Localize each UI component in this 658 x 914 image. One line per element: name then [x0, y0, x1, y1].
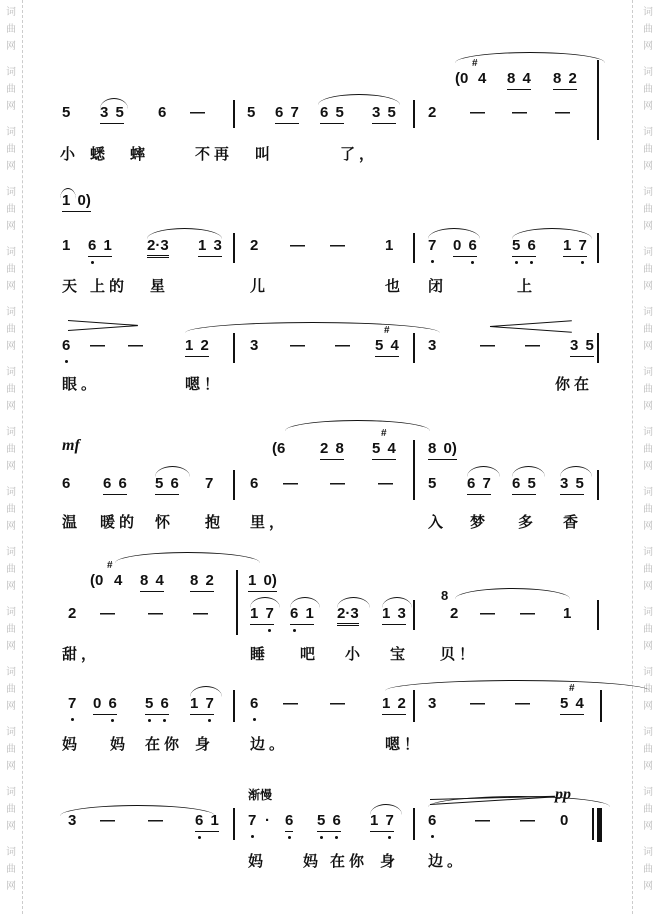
accompaniment-note: (0 — [455, 70, 469, 87]
melody-note: 1 3 — [198, 237, 222, 257]
watermark-char: 词 — [6, 547, 16, 558]
watermark-char: 词 — [6, 607, 16, 618]
watermark-char: 网 — [643, 341, 653, 352]
melody-note: — — [330, 475, 345, 492]
lyric-syllable: 小 — [60, 145, 80, 163]
slur — [250, 597, 280, 608]
lyric-syllable: 星 — [150, 277, 170, 295]
accompaniment-note: 1 0) — [248, 572, 277, 592]
watermark-char: 网 — [643, 461, 653, 472]
bar-line — [233, 333, 235, 363]
bar-line — [236, 570, 238, 635]
bar-line — [597, 470, 599, 500]
melody-note: — — [470, 104, 485, 121]
melody-note: 5 6 — [155, 475, 179, 495]
melody-note: — — [100, 812, 115, 829]
slur — [467, 466, 500, 477]
lyric-syllable: 天 — [62, 277, 82, 295]
watermark-char: 曲 — [643, 384, 653, 395]
melody-note: 1 — [563, 605, 572, 622]
watermark-char: 曲 — [643, 564, 653, 575]
melody-note: — — [475, 812, 490, 829]
watermark-char: 曲 — [643, 624, 653, 635]
bar-line — [413, 600, 415, 630]
slur — [337, 597, 370, 608]
slur — [100, 98, 128, 109]
melody-note: — — [480, 605, 495, 622]
melody-note: 6 — [250, 475, 259, 492]
watermark-char: 网 — [643, 401, 653, 412]
melody-note: — — [512, 104, 527, 121]
slur — [385, 680, 650, 691]
melody-note: — — [335, 337, 350, 354]
watermark-char: 网 — [6, 341, 16, 352]
bar-line — [233, 470, 235, 500]
melody-note: 6 7 — [467, 475, 491, 495]
melody-note: · — [265, 812, 270, 829]
watermark-char: 网 — [6, 161, 16, 172]
watermark-char: 曲 — [6, 564, 16, 575]
watermark-char: 词 — [6, 187, 16, 198]
melody-note: 1 7 — [370, 812, 394, 832]
bar-line — [233, 100, 235, 128]
melody-note: 2 — [250, 237, 259, 254]
melody-note: — — [378, 475, 393, 492]
slur — [60, 188, 76, 199]
accompaniment-note: 4 — [478, 70, 487, 87]
watermark-char: 词 — [643, 367, 653, 378]
accompaniment-note: 8 4 — [140, 572, 164, 592]
watermark-char: 网 — [6, 581, 16, 592]
bar-line — [233, 233, 235, 263]
melody-note: 1 7 — [563, 237, 587, 257]
watermark-char: 曲 — [6, 744, 16, 755]
watermark-char: 曲 — [6, 624, 16, 635]
melody-note: 7 — [205, 475, 214, 492]
watermark-char: 网 — [643, 881, 653, 892]
bar-line — [597, 60, 599, 140]
lyric-syllable: 不再 — [195, 145, 234, 163]
melody-note: — — [90, 337, 105, 354]
watermark-char: 曲 — [643, 444, 653, 455]
watermark-char: 曲 — [643, 144, 653, 155]
lyric-syllable: 里， — [250, 513, 289, 531]
watermark-char: 曲 — [6, 324, 16, 335]
lyric-syllable: 蟀 — [130, 145, 150, 163]
lyric-syllable: 妈 — [248, 852, 268, 870]
watermark-char: 曲 — [643, 804, 653, 815]
melody-note: — — [520, 812, 535, 829]
melody-note: 3 — [428, 337, 437, 354]
melody-note: 6 — [428, 812, 437, 829]
watermark-char: 词 — [643, 67, 653, 78]
hairpin — [68, 325, 138, 331]
watermark-char: 网 — [643, 821, 653, 832]
slur — [455, 588, 570, 599]
page-margin-line — [22, 0, 23, 914]
melody-note: 2 — [68, 605, 77, 622]
melody-note: 6 6 — [103, 475, 127, 495]
accompaniment-note: (6 — [272, 440, 286, 457]
melody-note: 5 6 — [512, 237, 536, 257]
watermark-char: 曲 — [643, 684, 653, 695]
watermark-char: 网 — [6, 461, 16, 472]
watermark-char: 曲 — [6, 204, 16, 215]
melody-note: — — [148, 812, 163, 829]
melody-note: 5 — [247, 104, 256, 121]
melody-note: 8 — [441, 588, 449, 603]
lyric-syllable: 蟋 — [90, 145, 110, 163]
watermark-char: 网 — [6, 101, 16, 112]
melody-note: — — [520, 605, 535, 622]
watermark-char: 曲 — [6, 24, 16, 35]
watermark-char: 词 — [643, 307, 653, 318]
melody-note: 6 — [62, 475, 71, 492]
watermark-char: 网 — [6, 761, 16, 772]
melody-note: — — [190, 104, 205, 121]
melody-note: 2·3 — [147, 237, 169, 258]
bar-line — [233, 808, 235, 840]
lyric-syllable: 边。 — [428, 852, 467, 870]
watermark-char: 词 — [6, 727, 16, 738]
bar-line — [233, 690, 235, 722]
lyric-syllable: 贝！ — [440, 645, 479, 663]
lyric-syllable: 了， — [340, 145, 379, 163]
watermark-char: 词 — [6, 427, 16, 438]
watermark-char: 词 — [643, 487, 653, 498]
watermark-char: 网 — [643, 281, 653, 292]
accompaniment-note: (0 — [90, 572, 104, 589]
slur — [60, 805, 215, 816]
accompaniment-note: # — [381, 428, 387, 439]
page-margin-line — [632, 0, 633, 914]
melody-note: — — [525, 337, 540, 354]
watermark-char: 曲 — [6, 444, 16, 455]
melody-note: 3 — [250, 337, 259, 354]
melody-note: 7 — [428, 237, 437, 254]
melody-note: 5 — [428, 475, 437, 492]
accompaniment-note: 8 2 — [553, 70, 577, 90]
lyric-syllable: 香 — [563, 513, 583, 531]
watermark-char: 网 — [6, 881, 16, 892]
accompaniment-note: 8 2 — [190, 572, 214, 592]
watermark-char: 网 — [6, 821, 16, 832]
lyric-syllable: 小 — [345, 645, 365, 663]
melody-note: — — [555, 104, 570, 121]
watermark-char: 网 — [643, 581, 653, 592]
melody-note: 6 7 — [275, 104, 299, 124]
dynamic-marking: pp — [555, 786, 571, 803]
melody-note: — — [283, 695, 298, 712]
melody-note: — — [148, 605, 163, 622]
bar-line — [600, 690, 602, 722]
watermark-char: 词 — [6, 67, 16, 78]
watermark-char: 词 — [643, 547, 653, 558]
melody-note: 3 5 — [372, 104, 396, 124]
melody-note: # — [384, 325, 390, 336]
watermark-char: 网 — [6, 281, 16, 292]
melody-note: 3 — [428, 695, 437, 712]
watermark-char: 词 — [643, 727, 653, 738]
lyric-syllable: 上的 — [90, 277, 129, 295]
lyric-syllable: 嗯！ — [385, 735, 424, 753]
watermark-char: 曲 — [6, 144, 16, 155]
melody-note: 0 6 — [93, 695, 117, 715]
lyric-syllable: 身 — [195, 735, 215, 753]
melody-note: — — [330, 695, 345, 712]
watermark-char: 网 — [6, 701, 16, 712]
watermark-char: 词 — [6, 847, 16, 858]
melody-note: — — [283, 475, 298, 492]
bar-line — [597, 600, 599, 630]
lyric-syllable: 儿 — [250, 277, 270, 295]
dynamic-marking: mf — [62, 437, 80, 454]
watermark-char: 曲 — [6, 84, 16, 95]
watermark-char: 词 — [6, 367, 16, 378]
slur — [285, 420, 430, 431]
watermark-char: 网 — [6, 401, 16, 412]
bar-line — [592, 808, 594, 840]
melody-note: 1 2 — [185, 337, 209, 357]
lyric-syllable: 妈 — [62, 735, 82, 753]
slur — [290, 597, 320, 608]
watermark-char: 曲 — [643, 324, 653, 335]
melody-note: 3 5 — [570, 337, 594, 357]
slur — [455, 52, 605, 63]
lyric-syllable: 妈 — [110, 735, 130, 753]
slur — [512, 466, 545, 477]
bar-line — [597, 333, 599, 363]
watermark-char: 网 — [643, 521, 653, 532]
melody-note: 5 4 — [560, 695, 584, 715]
watermark-char: 词 — [6, 247, 16, 258]
melody-note: 2·3 — [337, 605, 359, 626]
lyric-syllable: 睡 — [250, 645, 270, 663]
bar-line — [597, 808, 602, 842]
watermark-char: 曲 — [643, 84, 653, 95]
watermark-char: 网 — [6, 221, 16, 232]
accompaniment-note: 1 0) — [62, 192, 91, 212]
watermark-char: 网 — [643, 221, 653, 232]
melody-note: 1 2 — [382, 695, 406, 715]
lyric-syllable: 在你 — [145, 735, 184, 753]
watermark-char: 词 — [643, 187, 653, 198]
watermark-char: 曲 — [6, 384, 16, 395]
melody-note: # — [569, 683, 575, 694]
watermark-char: 曲 — [6, 864, 16, 875]
melody-note: — — [100, 605, 115, 622]
melody-note: 2 — [428, 104, 437, 121]
lyric-syllable: 温 — [62, 513, 82, 531]
watermark-char: 词 — [643, 127, 653, 138]
lyric-syllable: 多 — [518, 513, 538, 531]
watermark-char: 曲 — [643, 864, 653, 875]
slur — [115, 552, 260, 563]
slur — [155, 466, 190, 477]
melody-note: 0 — [560, 812, 569, 829]
bar-line — [597, 233, 599, 263]
melody-note: 1 7 — [250, 605, 274, 625]
melody-note: 6 5 — [320, 104, 344, 124]
watermark-char: 网 — [643, 641, 653, 652]
accompaniment-note: 8 4 — [507, 70, 531, 90]
melody-note: 6 1 — [195, 812, 219, 832]
watermark-char: 词 — [6, 7, 16, 18]
slur — [190, 686, 222, 697]
watermark-char: 词 — [643, 607, 653, 618]
accompaniment-note: 5 4 — [372, 440, 396, 460]
slur — [318, 94, 400, 105]
melody-note: 5 6 — [317, 812, 341, 832]
melody-note: 6 — [62, 337, 71, 354]
lyric-syllable: 嗯！ — [185, 375, 224, 393]
watermark-char: 曲 — [6, 264, 16, 275]
accompaniment-note: # — [107, 560, 113, 571]
bar-line — [413, 233, 415, 263]
lyric-syllable: 妈 — [303, 852, 323, 870]
hairpin — [490, 326, 572, 333]
melody-note: — — [330, 237, 345, 254]
slur — [185, 322, 440, 333]
watermark-char: 词 — [6, 487, 16, 498]
lyric-syllable: 宝 — [390, 645, 410, 663]
melody-note: — — [290, 237, 305, 254]
watermark-char: 网 — [643, 41, 653, 52]
melody-note: — — [515, 695, 530, 712]
accompaniment-note: # — [472, 58, 478, 69]
melody-note: 1 3 — [382, 605, 406, 625]
melody-note: 1 — [385, 237, 394, 254]
watermark-char: 词 — [6, 787, 16, 798]
watermark-char: 词 — [6, 307, 16, 318]
melody-note: 1 — [62, 237, 71, 254]
lyric-syllable: 怀 — [155, 513, 175, 531]
watermark-char: 曲 — [643, 24, 653, 35]
melody-note: 6 1 — [290, 605, 314, 625]
watermark-char: 词 — [6, 127, 16, 138]
accompaniment-note: 8 0) — [428, 440, 457, 460]
bar-line — [413, 333, 415, 363]
melody-note: 7 — [248, 812, 257, 829]
lyric-syllable: 在你 — [330, 852, 369, 870]
slur — [147, 228, 222, 239]
watermark-char: 词 — [643, 787, 653, 798]
melody-note: 7 — [68, 695, 77, 712]
melody-note: 3 5 — [560, 475, 584, 495]
watermark-char: 网 — [643, 701, 653, 712]
lyric-syllable: 边。 — [250, 735, 289, 753]
watermark-char: 曲 — [643, 204, 653, 215]
lyric-syllable: 暖的 — [100, 513, 139, 531]
lyric-syllable: 梦 — [470, 513, 490, 531]
melody-note: — — [470, 695, 485, 712]
lyric-syllable: 抱 — [205, 513, 225, 531]
melody-note: 6 — [158, 104, 167, 121]
watermark-char: 网 — [643, 161, 653, 172]
slur — [428, 228, 480, 239]
lyric-syllable: 也 — [385, 277, 405, 295]
melody-note: 3 5 — [100, 104, 124, 124]
melody-note: — — [480, 337, 495, 354]
watermark-char: 网 — [6, 521, 16, 532]
watermark-char: 曲 — [6, 504, 16, 515]
watermark-char: 词 — [643, 847, 653, 858]
melody-note: — — [290, 337, 305, 354]
watermark-char: 词 — [643, 247, 653, 258]
melody-note: 5 4 — [375, 337, 399, 357]
melody-note: 1 7 — [190, 695, 214, 715]
watermark-char: 曲 — [6, 684, 16, 695]
bar-line — [413, 808, 415, 840]
lyric-syllable: 身 — [380, 852, 400, 870]
melody-note: 6 — [250, 695, 259, 712]
melody-note: 2 — [450, 605, 459, 622]
melody-note: 6 — [285, 812, 293, 832]
lyric-syllable: 闭 — [428, 277, 448, 295]
melody-note: 3 — [68, 812, 77, 829]
lyric-syllable: 甜， — [62, 645, 101, 663]
watermark-char: 网 — [6, 41, 16, 52]
accompaniment-note: 4 — [114, 572, 123, 589]
watermark-char: 词 — [643, 667, 653, 678]
watermark-char: 曲 — [643, 504, 653, 515]
accompaniment-note: 2 8 — [320, 440, 344, 460]
bar-line — [413, 440, 415, 500]
watermark-char: 网 — [643, 761, 653, 772]
lyric-syllable: 叫 — [255, 145, 275, 163]
watermark-char: 曲 — [6, 804, 16, 815]
melody-note: 0 6 — [453, 237, 477, 257]
melody-note: 6 1 — [88, 237, 112, 257]
melody-note: 5 6 — [145, 695, 169, 715]
tempo-marking: 渐慢 — [248, 788, 273, 802]
watermark-char: 曲 — [643, 744, 653, 755]
slur — [370, 804, 402, 815]
melody-note: — — [193, 605, 208, 622]
lyric-syllable: 你在 — [555, 375, 594, 393]
lyric-syllable: 上 — [517, 277, 537, 295]
lyric-syllable: 入 — [428, 513, 448, 531]
slur — [560, 466, 592, 477]
watermark-char: 网 — [6, 641, 16, 652]
lyric-syllable: 眼。 — [62, 375, 101, 393]
bar-line — [413, 100, 415, 128]
slur — [512, 228, 592, 239]
slur — [382, 597, 412, 608]
melody-note: 6 5 — [512, 475, 536, 495]
bar-line — [413, 690, 415, 722]
lyric-syllable: 吧 — [300, 645, 320, 663]
watermark-char: 词 — [643, 427, 653, 438]
watermark-char: 词 — [6, 667, 16, 678]
watermark-char: 词 — [643, 7, 653, 18]
melody-note: — — [128, 337, 143, 354]
watermark-char: 曲 — [643, 264, 653, 275]
watermark-char: 网 — [643, 101, 653, 112]
melody-note: 5 — [62, 104, 71, 121]
